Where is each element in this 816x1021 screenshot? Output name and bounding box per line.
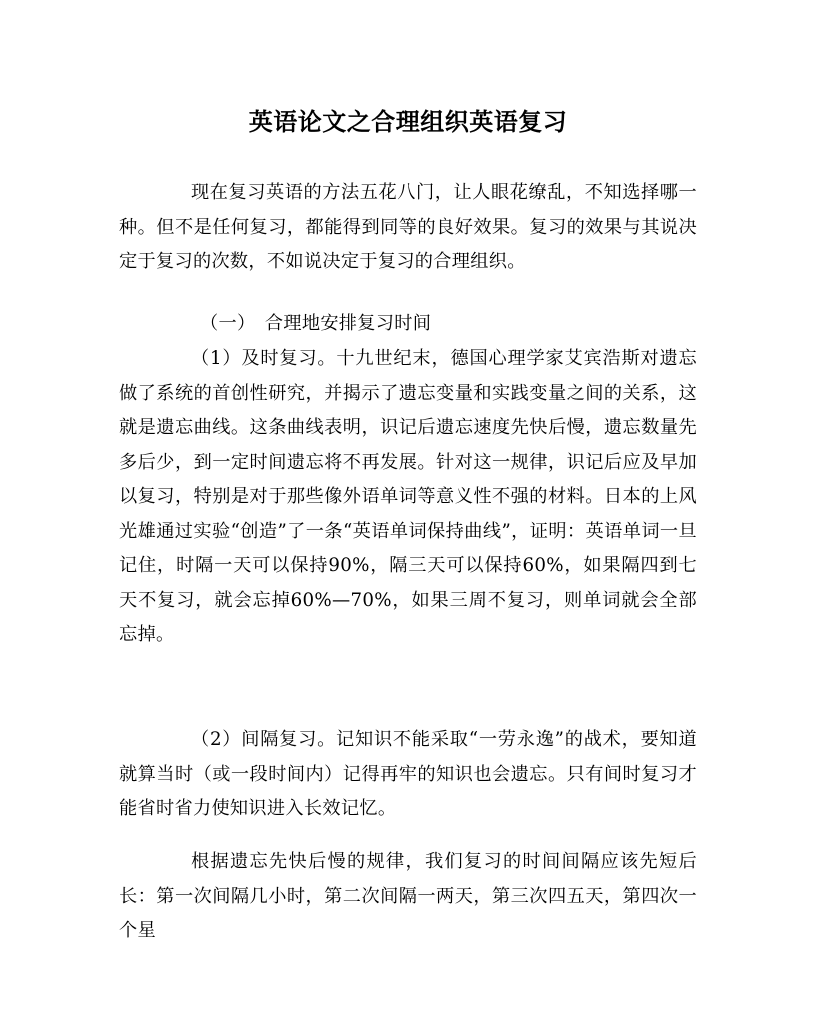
point-2-paragraph: （2）间隔复习。记知识不能采取“一劳永逸”的战术，要知道就算当时（或一段时间内）记得再牢的知识也会遗忘。只有间时复习才能省时省力使知识进入长效记忆。 (119, 729, 697, 819)
point-1-paragraph: （1）及时复习。十九世纪末，德国心理学家艾宾浩斯对遗忘做了系统的首创性研究，并揭示了遗忘变量和实践变量之间的关系，这就是遗忘曲线。这条曲线表明，识记后遗忘速度先快后慢，遗忘数量先多后少，到一定时间遗忘将不再发展。针对这一规律，识记后应及早加以复习，特别是对于那些像外语单词等意义性不强的材料。日本的上风光雄通过实验“创造”了一条“英语单词保持曲线”，证明：英语单词一旦记住，时隔一天可以保持90%，隔三天可以保持60%，如果隔四到七天不复习，就会忘掉60%—70%，如果三周不复习，则单词就会全部忘掉。 (119, 348, 697, 645)
document-title: 英语论文之合理组织英语复习 (248, 107, 568, 136)
interval-paragraph: 根据遗忘先快后慢的规律，我们复习的时间间隔应该先短后长：第一次间隔几小时，第二次间隔一两天，第三次四五天，第四次一个星 (119, 851, 697, 941)
intro-paragraph: 现在复习英语的方法五花八门，让人眼花缭乱，不知选择哪一种。但不是任何复习，都能得到同等的良好效果。复习的效果与其说决定于复习的次数，不如说决定于复习的合理组织。 (119, 182, 697, 272)
section-heading: （一） 合理地安排复习时间 (200, 313, 432, 334)
